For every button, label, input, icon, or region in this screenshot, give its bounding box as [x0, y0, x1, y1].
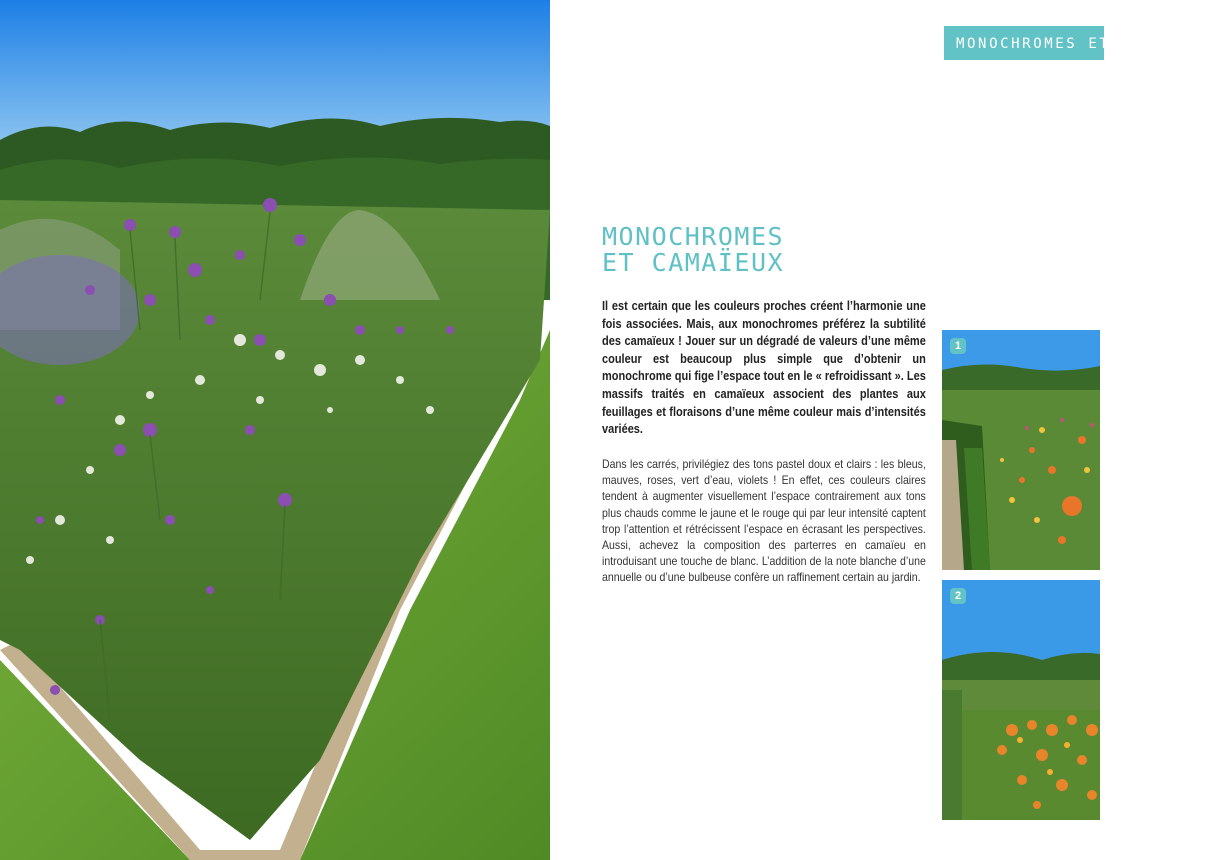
- body-paragraph: Dans les carrés, privilégiez des tons pastel doux et clairs : les bleus, mauves, roses, vert d’eau, violets ! En effet, ces couleurs claires tendent à augmenter visuellement l’espace contrairement aux tons plus chauds comme le jaune et le rouge qui par leur intensité captent trop l’attention et rétrécissent l’espace en écrasant les perspectives. Aussi, achevez la composition des parterres en camaïeu en introduisant une touche de blanc. L’addition de la note blanche d’une annuelle ou d’une bulbeuse confère un raffinement certain au jardin.: [602, 457, 926, 585]
- photo-2-daylily-border: [942, 580, 1100, 820]
- photo-number-badge-2: 2: [950, 588, 966, 604]
- lead-paragraph: Il est certain que les couleurs proches créent l’harmonie une fois associées. Mais, aux monochromes préférez la subtilité des camaïeux ! Jouer sur un dégradé de valeurs d’une même couleur est beaucoup plus simple que d’obtenir un monochrome qui fige l’espace tout en le « refroidissant ». Les massifs traités en camaïeux associent des plantes aux feuillages et floraisons d’une même couleur mais d’intensités variées.: [602, 299, 926, 437]
- text-page: [550, 0, 1210, 860]
- garden-border-photo: [0, 0, 550, 860]
- running-head-label: MONOCHROMES ET CAMAÏEUX: [956, 36, 1210, 52]
- title-line-1: MONOCHROMES: [602, 222, 785, 251]
- photo-2-illustration: [942, 580, 1100, 820]
- title-line-2: ET CAMAÏEUX: [602, 248, 785, 277]
- photo-number-badge-1: 1: [950, 338, 966, 354]
- garden-photo-illustration: [0, 0, 550, 860]
- photo-1-formal-garden: [942, 330, 1100, 570]
- photo-1-illustration: [942, 330, 1100, 570]
- page-title: [602, 224, 784, 276]
- running-head-tab: [944, 26, 1210, 60]
